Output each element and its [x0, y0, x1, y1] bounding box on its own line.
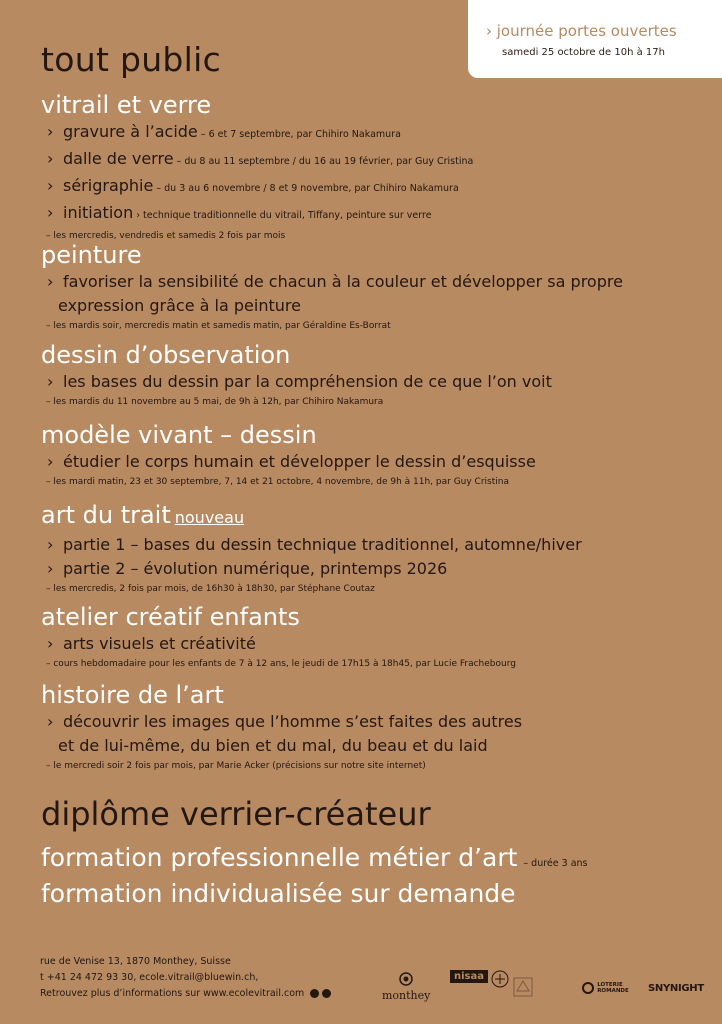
- nisaa-logo-mark: [491, 970, 509, 988]
- section-note: – les mercredis, vendredis et samedis 2 fois par mois: [46, 231, 286, 241]
- section-heading: dessin d’observation: [41, 341, 291, 369]
- section-note: – les mardis soir, mercredis matin et samedis matin, par Géraldine Es-Borrat: [46, 321, 391, 331]
- open-day-title: › journée portes ouvertes: [486, 22, 677, 40]
- section-modele: [41, 420, 701, 490]
- section-heading: modèle vivant – dessin: [41, 421, 317, 449]
- item-label: arts visuels et créativité: [63, 634, 256, 653]
- chevron-right-icon: ›: [47, 176, 54, 195]
- section-heading: atelier créatif enfants: [41, 603, 300, 631]
- chevron-right-icon: ›: [47, 634, 54, 653]
- list-item: [41, 120, 701, 147]
- loterie-logo-mark: [582, 982, 594, 994]
- item-label: découvrir les images que l’homme s’est faites des autres: [63, 712, 523, 731]
- item-label: les bases du dessin par la compréhension de ce que l’on voit: [63, 372, 552, 391]
- list-item: [41, 710, 701, 734]
- list-item: [41, 533, 701, 557]
- section-heading: histoire de l’art: [41, 681, 224, 709]
- list-item-continued: expression grâce à la peinture: [58, 296, 301, 315]
- section-note: – cours hebdomadaire pour les enfants de 7 à 12 ans, le jeudi de 17h15 à 18h45, par Lucie Frachebourg: [46, 659, 516, 669]
- item-label: étudier le corps humain et développer le dessin d’esquisse: [63, 452, 536, 471]
- new-badge: nouveau: [174, 508, 245, 527]
- footer-contact: [40, 954, 331, 1002]
- section-note: – les mardi matin, 23 et 30 septembre, 7, 14 et 21 octobre, 4 novembre, de 9h à 11h, par Guy Cristina: [46, 477, 509, 487]
- open-day-date: samedi 25 octobre de 10h à 17h: [502, 47, 665, 58]
- chevron-right-icon: ›: [47, 712, 54, 731]
- nisaa-logo-text: nisaa: [450, 970, 488, 983]
- item-label: gravure à l’acide: [63, 122, 198, 141]
- item-detail: – 6 et 7 septembre, par Chihiro Nakamura: [197, 129, 401, 140]
- list-item: [41, 450, 701, 474]
- diploma-line-1: [41, 843, 588, 872]
- footer-more-text: Retrouvez plus d’informations sur www.ecolevitrail.com: [40, 988, 305, 999]
- chevron-right-icon: ›: [47, 452, 54, 471]
- section-heading: vitrail et verre: [41, 91, 212, 119]
- item-detail: – du 3 au 6 novembre / 8 et 9 novembre, par Chihiro Nakamura: [153, 183, 459, 194]
- list-item: [41, 370, 701, 394]
- facebook-icon[interactable]: [310, 989, 319, 998]
- section-heading: peinture: [41, 241, 142, 269]
- chevron-right-icon: ›: [47, 535, 54, 554]
- footer-phone-email: t +41 24 472 93 30, ecole.vitrail@bluewin.ch,: [40, 972, 259, 983]
- list-item: [41, 557, 701, 581]
- list-item-continued: et de lui-même, du bien et du mal, du beau et du laid: [58, 736, 488, 755]
- section-dessin: [41, 340, 701, 410]
- section-heading-text: art du trait: [41, 501, 171, 529]
- section-vitrail: [41, 90, 701, 244]
- section-note: – les mardis du 11 novembre au 5 mai, de 9h à 12h, par Chihiro Nakamura: [46, 397, 384, 407]
- item-label: dalle de verre: [63, 149, 174, 168]
- item-label: partie 2 – évolution numérique, printemps 2026: [63, 559, 448, 578]
- section-enfants: [41, 602, 701, 672]
- section-trait: [41, 500, 701, 597]
- diploma-title: diplôme verrier-créateur: [41, 795, 431, 833]
- item-detail: › technique traditionnelle du vitrail, Tiffany, peinture sur verre: [133, 210, 432, 221]
- item-label: sérigraphie: [63, 176, 154, 195]
- diploma-duration: – durée 3 ans: [523, 858, 588, 869]
- loterie-logo-text: LOTERIE ROMANDE: [597, 982, 629, 994]
- diploma-line-2: formation individualisée sur demande: [41, 879, 516, 908]
- open-day-badge: [468, 0, 722, 78]
- list-item: [41, 632, 701, 656]
- monthey-logo-mark: [399, 972, 413, 986]
- list-item: [41, 174, 701, 201]
- chevron-right-icon: ›: [47, 372, 54, 391]
- chevron-right-icon: ›: [47, 203, 54, 222]
- chevron-right-icon: ›: [47, 122, 54, 141]
- section-histoire: [41, 680, 701, 774]
- section-heading: [41, 500, 701, 533]
- sponsor-logo: SNYNIGHT: [648, 983, 704, 994]
- monthey-logo: [382, 972, 430, 1002]
- list-item: [41, 147, 701, 174]
- item-label: favoriser la sensibilité de chacun à la couleur et développer sa propre: [63, 272, 623, 291]
- item-detail: – du 8 au 11 septembre / du 16 au 19 février, par Guy Cristina: [173, 156, 474, 167]
- chevron-right-icon: ›: [47, 149, 54, 168]
- chevron-right-icon: ›: [47, 559, 54, 578]
- emblem-icon: [512, 976, 534, 998]
- monthey-logo-text: monthey: [382, 989, 431, 1002]
- footer-address: rue de Venise 13, 1870 Monthey, Suisse: [40, 956, 231, 967]
- section-note: – les mercredis, 2 fois par mois, de 16h30 à 18h30, par Stéphane Coutaz: [46, 584, 375, 594]
- section-peinture: [41, 240, 701, 334]
- item-label: initiation: [63, 203, 134, 222]
- section-note: – le mercredi soir 2 fois par mois, par Marie Acker (précisions sur notre site internet): [46, 761, 426, 771]
- item-label: partie 1 – bases du dessin technique traditionnel, automne/hiver: [63, 535, 582, 554]
- list-item: [41, 201, 701, 228]
- list-item: [41, 270, 701, 294]
- nisaa-logo: [450, 970, 509, 988]
- emblem-logo: [512, 976, 534, 1001]
- footer-more: [40, 986, 331, 1002]
- chevron-right-icon: ›: [47, 272, 54, 291]
- instagram-icon[interactable]: [322, 989, 331, 998]
- diploma-line-1-text: formation professionnelle métier d’art: [41, 843, 518, 872]
- page-title: tout public: [41, 40, 222, 79]
- loterie-romande-logo: [582, 982, 629, 994]
